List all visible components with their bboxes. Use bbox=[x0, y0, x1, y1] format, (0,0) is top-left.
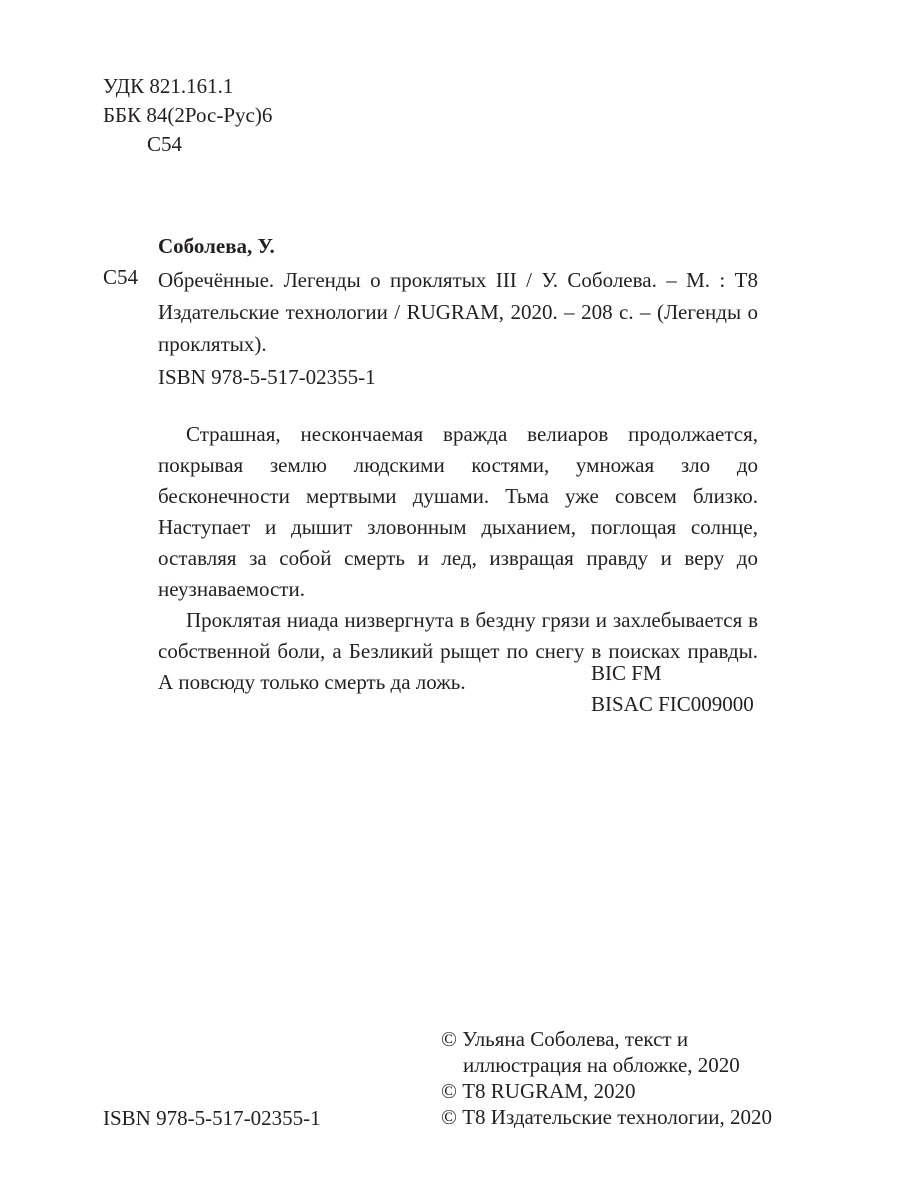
author-heading: Соболева, У. bbox=[158, 234, 275, 258]
udk-code: УДК 821.161.1 bbox=[103, 74, 234, 98]
isbn-footer: ISBN 978-5-517-02355-1 bbox=[103, 1106, 321, 1130]
annotation bbox=[158, 419, 758, 698]
copyright-line: иллюстрация на обложке, 2020 bbox=[463, 1053, 740, 1077]
copyright-line: © Ульяна Соболева, текст и bbox=[441, 1027, 689, 1051]
author-mark: С54 bbox=[147, 132, 183, 156]
bibliographic-record bbox=[158, 231, 758, 360]
bibliographic-description: Обречённые. Легенды о проклятых III / У. Соболева. – М. : Т8 Издательские технологии / RUGRAM, 2020. – 208 с. – (Легенды о проклятых). bbox=[158, 268, 758, 356]
annotation-paragraph: Проклятая ниада низвергнута в бездну грязи и захлебывается в собственной боли, а Безликий рыщет по снегу в поисках правды. А повсюду только смерть да ложь. bbox=[158, 608, 758, 694]
author-mark-side: С54 bbox=[103, 265, 139, 289]
copyright-line: © Т8 Издательские технологии, 2020 bbox=[441, 1105, 772, 1129]
annotation-paragraph: Страшная, нескончаемая вражда велиаров продолжается, покрывая землю людскими костями, умножая зло до бесконечности мертвыми душами. Тьма уже совсем близко. Наступает и дышит зловонным дыханием, поглощая солнце, оставляя за собой смерть и лед, извращая правду и веру до неузнаваемости. bbox=[158, 422, 758, 601]
copyright-block bbox=[441, 1026, 772, 1130]
bic-code: BIC FM bbox=[591, 661, 662, 685]
bisac-code: BISAC FIC009000 bbox=[591, 692, 754, 716]
isbn-main: ISBN 978-5-517-02355-1 bbox=[158, 365, 376, 389]
subject-codes bbox=[591, 658, 754, 720]
copyright-line: © Т8 RUGRAM, 2020 bbox=[441, 1079, 636, 1103]
classification-block bbox=[103, 71, 272, 158]
bbk-code: ББК 84(2Рос-Рус)6 bbox=[103, 103, 273, 127]
